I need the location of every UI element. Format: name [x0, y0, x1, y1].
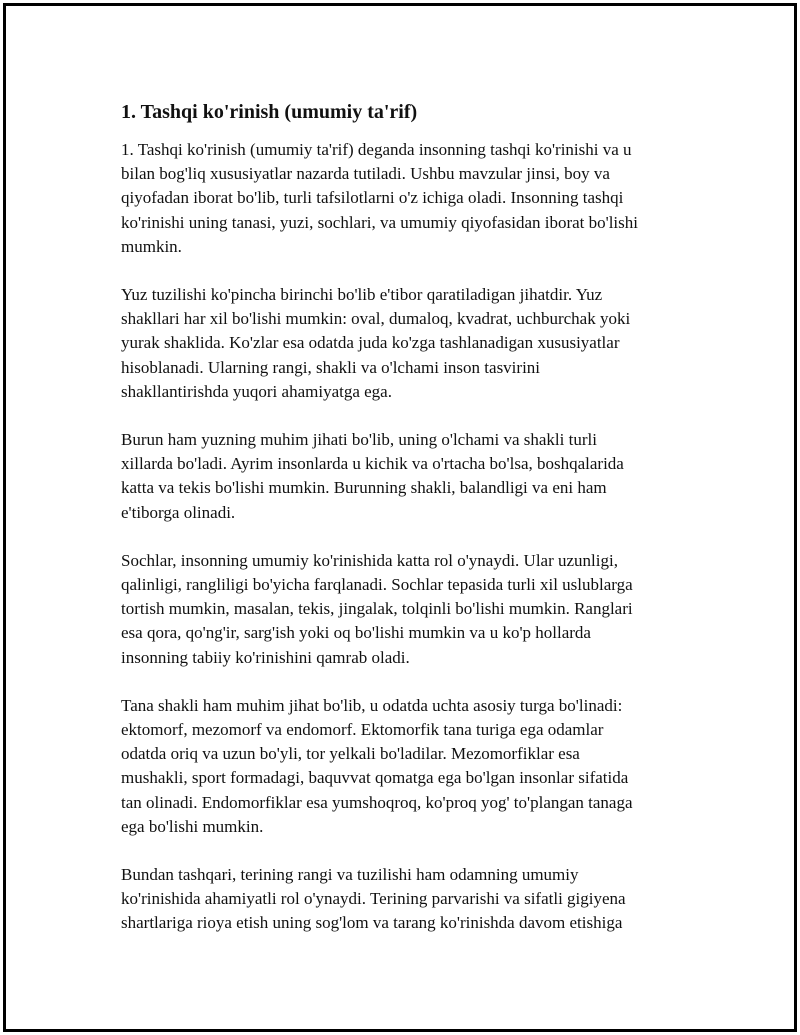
paragraph-hair: Sochlar, insonning umumiy ko'rinishida katta rol o'ynaydi. Ular uzunligi, qalinligi, rangliligi bo'yicha farqlanadi. Sochlar tepasida turli xil uslublarga tortish mumkin, masalan, tekis, jingalak, tolqinli bo'lishi mumkin. Ranglari esa qora, qo'ng'ir, sarg'ish yoki oq bo'lishi mumkin va u ko'p hollarda insonning tabiiy ko'rinishini qamrab oladi.	[121, 550, 633, 667]
paragraph-intro: 1. Tashqi ko'rinish (umumiy ta'rif) deganda insonning tashqi ko'rinishi va u bilan bog'liq xususiyatlar nazarda tutiladi. Ushbu mavzular jinsi, boy va qiyofadan iborat bo'lib, turli tafsilotlarni o'z ichiga oladi. Insonning tashqi ko'rinishi uning tanasi, yuzi, sochlari, va umumiy qiyofasidan iborat bo'lishi mumkin.	[121, 140, 638, 256]
paragraph-nose: Burun ham yuzning muhim jihati bo'lib, uning o'lchami va shakli turli xillarda bo'ladi. Ayrim insonlarda u kichik va o'rtacha bo'lsa, boshqalarida katta va tekis bo'lishi mumkin. Burunning shakli, balandligi va eni ham e'tiborga olinadi.	[121, 430, 624, 522]
document-body	[121, 98, 691, 960]
document-page	[3, 3, 797, 1032]
paragraph-skin: Bundan tashqari, terining rangi va tuzilishi ham odamning umumiy ko'rinishida ahamiyatli rol o'ynaydi. Terining parvarishi va sifatli gigiyena shartlariga rioya etish uning sog'lom va tarang ko'rinishda davom etishiga	[121, 865, 626, 933]
section-heading: 1. Tashqi ko'rinish (umumiy ta'rif)	[121, 101, 418, 123]
paragraph-face: Yuz tuzilishi ko'pincha birinchi bo'lib e'tibor qaratiladigan jihatdir. Yuz shakllari har xil bo'lishi mumkin: oval, dumaloq, kvadrat, uchburchak yoki yurak shaklida. Ko'zlar esa odatda juda ko'zga tashlanadigan xususiyatlar hisoblanadi. Ularning rangi, shakli va o'lchami inson tasvirini shakllantirishda yuqori ahamiyatga ega.	[121, 285, 631, 401]
paragraph-body-shape: Tana shakli ham muhim jihat bo'lib, u odatda uchta asosiy turga bo'linadi: ektomorf, mezomorf va endomorf. Ektomorfik tana turiga ega odamlar odatda oriq va uzun bo'yli, tor yelkali bo'ladilar. Mezomorfiklar esa mushakli, sport formadagi, baquvvat qomatga ega bo'lgan insonlar sifatida tan olinadi. Endomorfiklar esa yumshoqroq, ko'proq yog' to'plangan tanaga ega bo'lishi mumkin.	[121, 695, 633, 836]
